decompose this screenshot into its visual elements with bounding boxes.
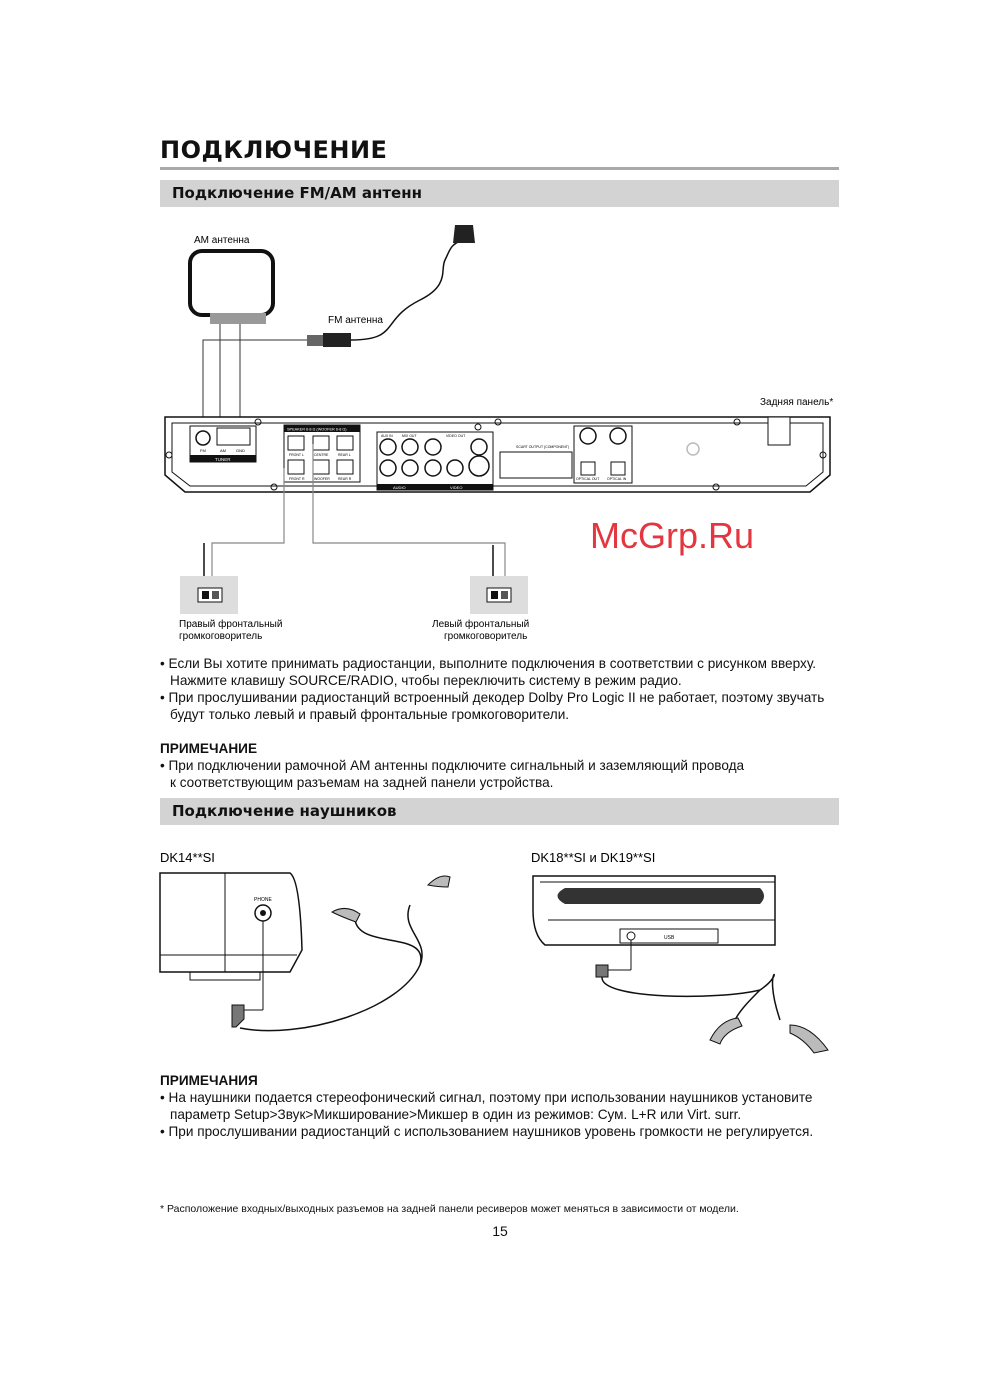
page-number: 15 — [492, 1223, 508, 1239]
model-b-label: DK18**SI и DK19**SI — [531, 850, 656, 865]
video-out-label: VIDEO OUT — [446, 434, 466, 438]
front-l-label: FRONT L — [289, 453, 304, 457]
bullet-line: будут только левый и правый фронтальные громкоговорители. — [170, 707, 570, 722]
rear-panel-diagram — [165, 417, 830, 492]
note-line: • При прослушивании радиостанций с использованием наушников уровень громкости не регулируется. — [160, 1124, 814, 1139]
mix-out-label: MIX OUT — [402, 434, 417, 438]
scart-label: SCART OUTPUT (COMPONENT) — [516, 445, 570, 449]
section-heading: Подключение FM/AM антенн — [172, 184, 422, 202]
rear-l-label: REAR L — [338, 453, 351, 457]
bullet-line: • Если Вы хотите принимать радиостанции, выполните подключения в соответствии с рисунком вверху. — [160, 656, 817, 671]
footnote: * Расположение входных/выходных разъемов на задней панели ресиверов может меняться в зависимости от модели. — [160, 1203, 739, 1215]
tuner-label: TUNER — [215, 457, 231, 462]
section-header-headphones — [160, 798, 839, 825]
right-speaker-label: Правый фронтальный — [179, 619, 283, 630]
headphone-notes — [160, 1072, 940, 1140]
optical-in-label: OPTICAL IN — [607, 477, 627, 481]
right-speaker-terminal — [179, 576, 282, 642]
antenna-instructions — [160, 655, 940, 791]
note-heading: ПРИМЕЧАНИЕ — [160, 741, 258, 756]
audio-label: AUDIO — [393, 485, 406, 490]
left-speaker-label: Левый фронтальный — [432, 619, 530, 630]
rear-r-label: REAR R — [338, 477, 352, 481]
note-line: • На наушники подается стереофонический сигнал, поэтому при использовании наушников установите — [160, 1090, 813, 1105]
left-speaker-terminal — [432, 576, 529, 642]
model-a-label: DK14**SI — [160, 850, 215, 865]
notes-heading: ПРИМЕЧАНИЯ — [160, 1073, 258, 1088]
bullet-line: Нажмите клавишу SOURCE/RADIO, чтобы переключить систему в режим радио. — [170, 673, 682, 688]
bullet-line: • При прослушивании радиостанций встроенный декодер Dolby Pro Logic II не работает, поэтому звучать — [160, 690, 825, 705]
usb-label: USB — [664, 935, 675, 941]
centre-label: CENTRE — [314, 453, 329, 457]
video-label: VIDEO — [450, 485, 463, 490]
rear-panel-label: Задняя панель* — [760, 397, 834, 408]
right-speaker-label-2: громкоговоритель — [179, 631, 263, 642]
note-line: параметр Setup>Звук>Микширование>Микшер в один из режимов: Сум. L+R или Virt. surr. — [170, 1107, 742, 1122]
headphones-diagram-dk18-dk19 — [531, 850, 828, 1053]
note-line: • При подключении рамочной AM антенны подключите сигнальный и заземляющий провода — [160, 758, 745, 773]
am-antenna-label: AM антенна — [194, 235, 250, 246]
woofer-label: WOOFER — [314, 477, 330, 481]
fm-antenna-diagram — [307, 225, 475, 347]
fm-port-label: FM — [200, 448, 206, 453]
am-port-label: AM — [220, 448, 226, 453]
optical-out-label: OPTICAL OUT — [576, 477, 600, 481]
section-heading: Подключение наушников — [172, 802, 397, 820]
phone-label: PHONE — [254, 897, 272, 903]
am-antenna-diagram — [190, 235, 310, 445]
front-r-label: FRONT R — [289, 477, 305, 481]
speaker-label: SPEAKER 6-8 Ω (WOOFER 6-8 Ω) — [287, 427, 347, 432]
left-speaker-label-2: громкоговоритель — [444, 631, 528, 642]
aux-in-label: AUX IN — [381, 434, 393, 438]
gnd-port-label: GND — [236, 448, 245, 453]
headphones-diagram-dk14 — [160, 850, 450, 1031]
fm-antenna-label: FM антенна — [328, 315, 383, 326]
page-title: ПОДКЛЮЧЕНИЕ — [160, 136, 388, 164]
watermark: McGrp.Ru — [590, 515, 755, 556]
note-line: к соответствующим разъемам на задней панели устройства. — [170, 775, 554, 790]
